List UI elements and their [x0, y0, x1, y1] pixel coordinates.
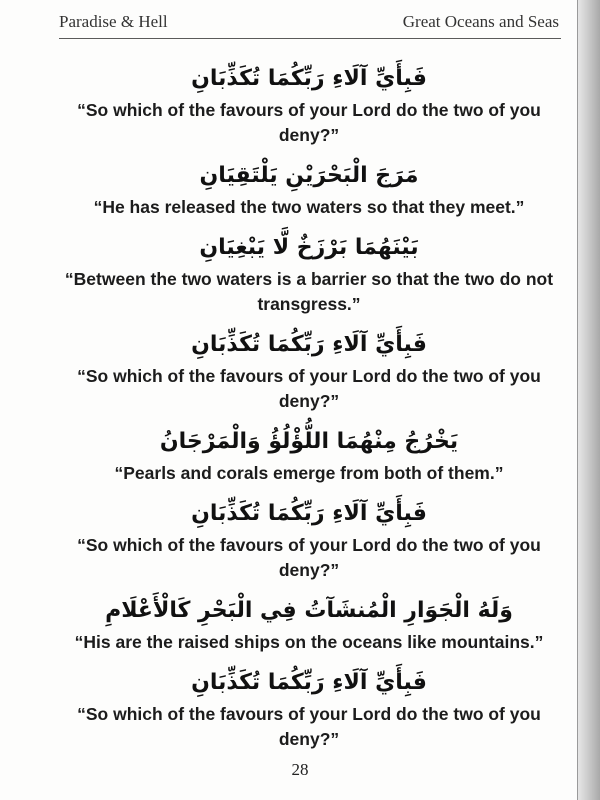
page-edge-shadow	[578, 0, 600, 800]
verse-translation: “He has released the two waters so that they meet.”	[93, 197, 525, 217]
arabic-verse: بَيْنَهُمَا بَرْزَخٌ لَّا يَبْغِيَانِ	[199, 235, 419, 260]
verse-block	[50, 60, 568, 148]
verse-block	[50, 664, 568, 752]
header-rule	[59, 38, 561, 39]
chapter-title: Great Oceans and Seas	[402, 12, 559, 31]
arabic-verse: وَلَهُ الْجَوَارِ الْمُنشَآتُ فِي الْبَحْرِ كَالْأَعْلَامِ	[105, 598, 513, 623]
arabic-verse: يَخْرُجُ مِنْهُمَا اللُّؤْلُؤُ وَالْمَرْجَانُ	[159, 429, 459, 454]
verse-block	[50, 592, 568, 655]
arabic-verse: فَبِأَيِّ آلَاءِ رَبِّكُمَا تُكَذِّبَانِ	[191, 66, 427, 91]
verse-translation: “So which of the favours of your Lord do the two of you deny?”	[77, 704, 541, 749]
arabic-verse: فَبِأَيِّ آلَاءِ رَبِّكُمَا تُكَذِّبَانِ	[191, 501, 427, 526]
verse-block	[50, 157, 568, 220]
page-number: 28	[291, 760, 309, 779]
arabic-verse: فَبِأَيِّ آلَاءِ رَبِّكُمَا تُكَذِّبَانِ	[191, 670, 427, 695]
verse-list	[50, 60, 568, 761]
verse-translation: “His are the raised ships on the oceans like mountains.”	[74, 632, 544, 652]
arabic-verse: مَرَجَ الْبَحْرَيْنِ يَلْتَقِيَانِ	[199, 163, 419, 188]
verse-translation: “So which of the favours of your Lord do the two of you deny?”	[77, 100, 541, 145]
arabic-verse: فَبِأَيِّ آلَاءِ رَبِّكُمَا تُكَذِّبَانِ	[191, 332, 427, 357]
verse-translation: “Pearls and corals emerge from both of them.”	[114, 463, 504, 483]
verse-translation: “So which of the favours of your Lord do the two of you deny?”	[77, 535, 541, 580]
running-header	[59, 12, 559, 36]
verse-block	[50, 326, 568, 414]
book-title: Paradise & Hell	[59, 12, 168, 31]
verse-translation: “Between the two waters is a barrier so that the two do not transgress.”	[64, 269, 554, 314]
verse-translation: “So which of the favours of your Lord do the two of you deny?”	[77, 366, 541, 411]
verse-block	[50, 423, 568, 486]
verse-block	[50, 495, 568, 583]
verse-block	[50, 229, 568, 317]
